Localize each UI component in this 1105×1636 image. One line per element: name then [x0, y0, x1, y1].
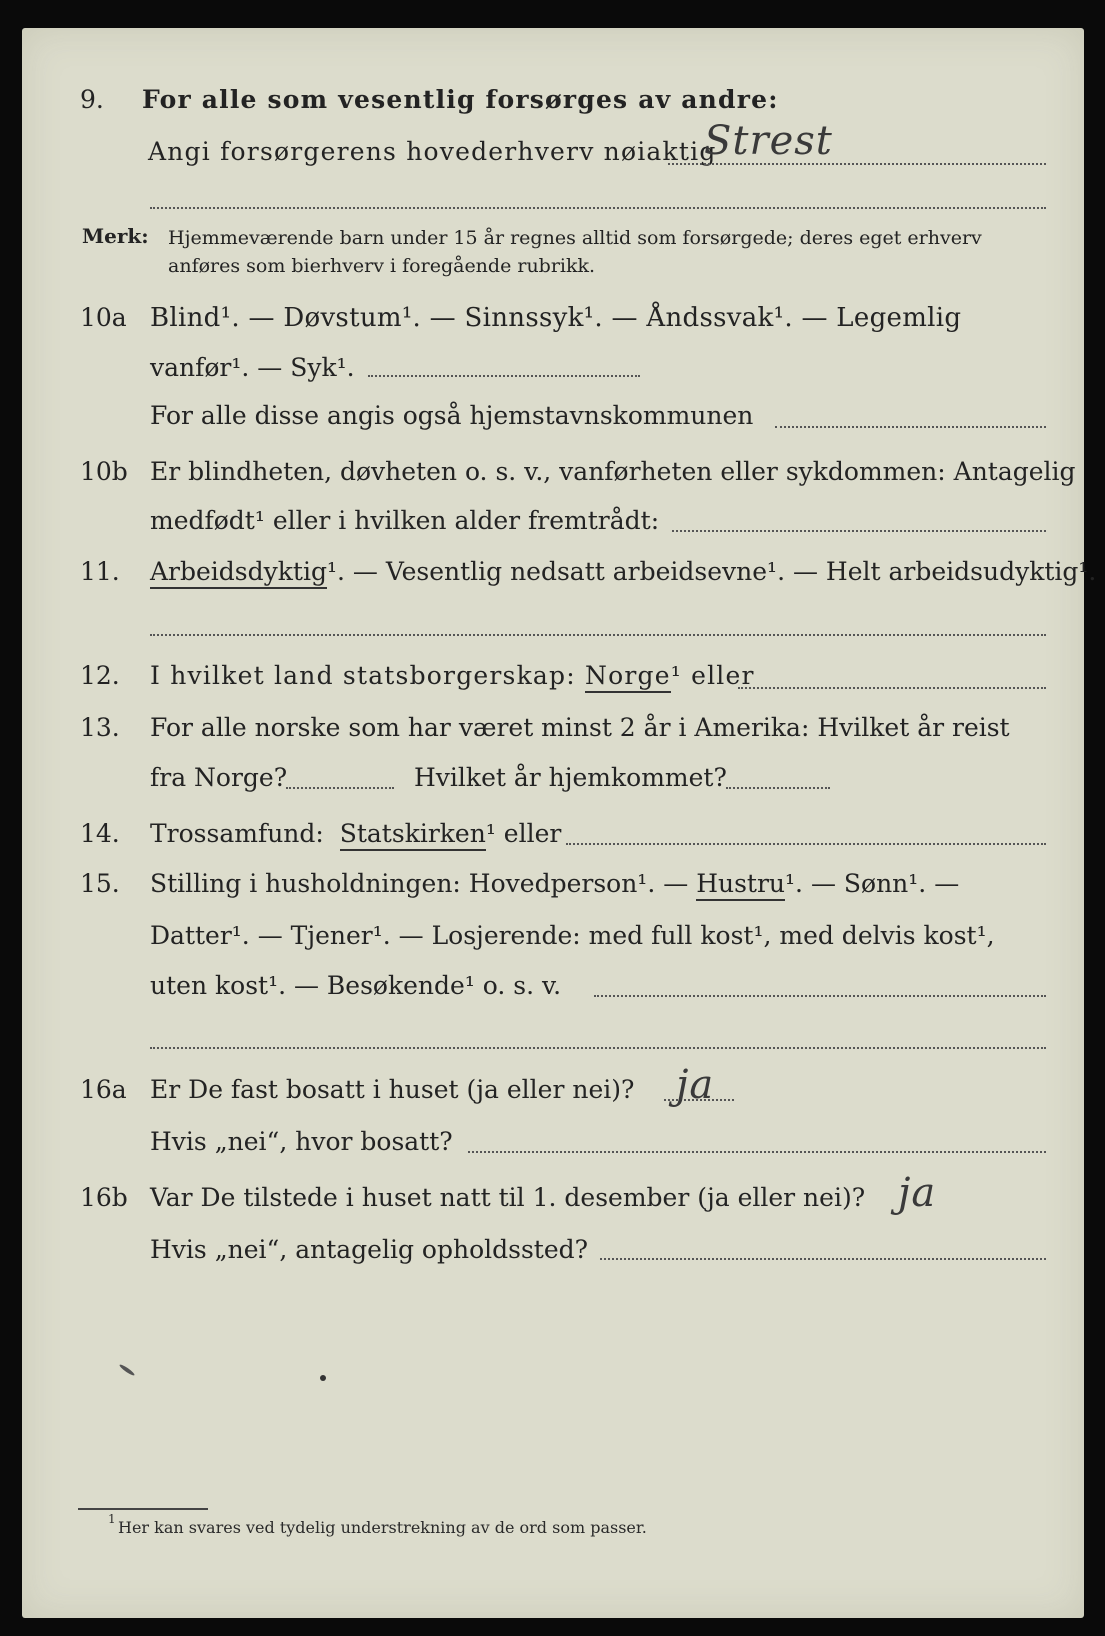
q16a-followup-line: [468, 1151, 1046, 1153]
q13-left-line: [286, 787, 394, 789]
q13-question: For alle norske som har været minst 2 år i Amerika: Hvilket år reist: [150, 713, 1010, 742]
q11-options: [150, 556, 1096, 588]
q9-number: 9.: [80, 85, 104, 114]
q14-question: [150, 818, 561, 850]
q15-options-3: uten kost¹. — Besøkende¹ o. s. v.: [150, 971, 562, 1000]
q10b-number: 10b: [80, 457, 128, 486]
footnote-mark: 1: [108, 1512, 116, 1526]
q9-handwritten-answer: Strest: [704, 118, 833, 164]
q13-right-prompt: Hvilket år hjemkommet?: [414, 763, 727, 792]
q10a-hometown-line: [775, 426, 1046, 428]
q15-answer-line: [594, 995, 1046, 997]
q13-left-prompt: fra Norge?: [150, 763, 288, 792]
q11-other-options: ¹. — Vesentlig nedsatt arbeidsevne¹. — Helt arbeidsudyktig¹.: [326, 557, 1097, 586]
q14-suffix: ¹ eller: [485, 819, 562, 848]
q11-number: 11.: [80, 557, 120, 586]
q10b-answer-line: [672, 530, 1046, 532]
q12-prompt: I hvilket land statsborgerskap:: [150, 661, 576, 690]
q14-answer-line: [566, 843, 1046, 845]
q10a-answer-line: [368, 375, 640, 377]
q12-answer-line: [738, 687, 1046, 689]
q14-selected-option: Statskirken: [340, 819, 486, 851]
q15-options-2: Datter¹. — Tjener¹. — Losjerende: med full kost¹, med delvis kost¹,: [150, 921, 995, 950]
q11-selected-option: Arbeidsdyktig: [150, 557, 327, 589]
merk-text-2: anføres som bierhverv i foregående rubrikk.: [168, 255, 596, 277]
q9-extra-line: [150, 207, 1046, 209]
q13-right-line: [726, 787, 830, 789]
q16a-number: 16a: [80, 1075, 127, 1104]
q10a-options-2: vanfør¹. — Syk¹.: [150, 353, 355, 382]
q14-number: 14.: [80, 819, 120, 848]
q15-number: 15.: [80, 869, 120, 898]
q10b-question: Er blindheten, døvheten o. s. v., vanførheten eller sykdommen: Antagelig: [150, 457, 1076, 486]
q10a-options: Blind¹. — Døvstum¹. — Sinnssyk¹. — Åndssvak¹. — Legemlig: [150, 303, 962, 333]
q11-extra-line: [150, 634, 1046, 636]
q10b-question-2: medfødt¹ eller i hvilken alder fremtrådt:: [150, 506, 660, 535]
q15-selected-option: Hustru: [696, 869, 785, 901]
q13-number: 13.: [80, 713, 120, 742]
q15-options-rest: ¹. — Sønn¹. —: [785, 869, 960, 898]
q15-prompt: Stilling i husholdningen: Hovedperson¹. —: [150, 869, 689, 898]
q12-question: [150, 660, 755, 692]
q16b-question: Var De tilstede i huset natt til 1. desember (ja eller nei)?: [150, 1183, 866, 1212]
q12-number: 12.: [80, 661, 120, 690]
q16a-handwritten-answer: ja: [676, 1062, 715, 1108]
merk-label: Merk:: [82, 224, 149, 248]
q12-selected-option: Norge: [585, 661, 671, 693]
footnote-text: Her kan svares ved tydelig understrekning av de ord som passer.: [118, 1518, 647, 1537]
q9-prompt: Angi forsørgerens hovederhverv nøiaktig: [148, 137, 717, 166]
q15-options-1: [150, 868, 959, 900]
q16a-followup: Hvis „nei“, hvor bosatt?: [150, 1127, 453, 1156]
q9-heading: For alle som vesentlig forsørges av andre:: [142, 85, 779, 114]
footnote-rule: [78, 1508, 208, 1510]
q16b-followup: Hvis „nei“, antagelig opholdssted?: [150, 1235, 589, 1264]
q10a-hometown-prompt: For alle disse angis også hjemstavnskommunen: [150, 401, 754, 430]
q16b-handwritten-answer: ja: [898, 1170, 937, 1216]
merk-text-1: Hjemmeværende barn under 15 år regnes alltid som forsørgede; deres eget erhverv: [168, 227, 982, 249]
q10a-number: 10a: [80, 303, 127, 332]
q16a-question: Er De fast bosatt i huset (ja eller nei)?: [150, 1075, 635, 1104]
q14-prompt: Trossamfund:: [150, 819, 324, 848]
ink-speck: [320, 1375, 326, 1381]
q16b-number: 16b: [80, 1183, 128, 1212]
q16b-followup-line: [600, 1258, 1046, 1260]
q12-suffix: ¹ eller: [670, 661, 755, 690]
q15-extra-line: [150, 1047, 1046, 1049]
